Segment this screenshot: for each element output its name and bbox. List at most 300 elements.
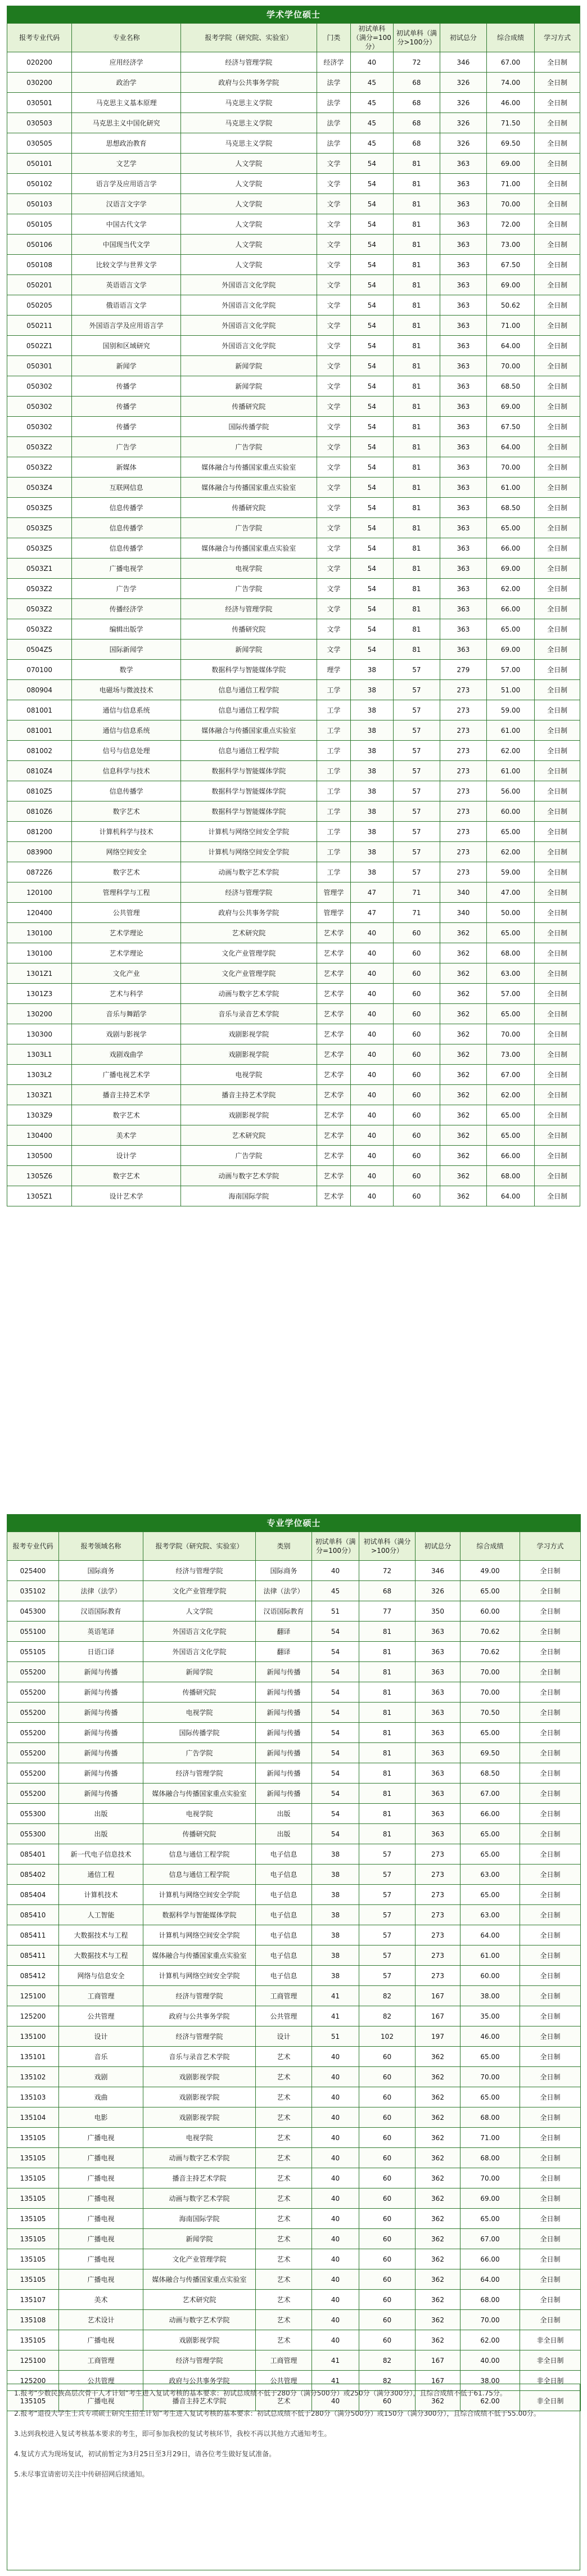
table-row bbox=[7, 1723, 581, 1743]
table-cell: 38.00 bbox=[460, 2371, 520, 2391]
table-cell: 66.00 bbox=[460, 1804, 520, 1824]
table-cell: 125200 bbox=[7, 2371, 59, 2391]
table-cell: 文学 bbox=[317, 174, 350, 194]
table-cell: 055200 bbox=[7, 1723, 59, 1743]
table-cell: 0503Z2 bbox=[7, 579, 72, 599]
table-row bbox=[7, 1784, 581, 1804]
table-cell: 艺术 bbox=[256, 2229, 312, 2249]
table-cell: 40 bbox=[350, 1085, 393, 1105]
table-cell: 全日制 bbox=[520, 2249, 581, 2269]
table-cell: 65.00 bbox=[460, 1723, 520, 1743]
table-cell: 130400 bbox=[7, 1125, 72, 1146]
table-cell: 新闻与传播 bbox=[59, 1743, 143, 1763]
table-cell: 汉语国际教育 bbox=[59, 1601, 143, 1622]
table-cell: 语言学及应用语言学 bbox=[72, 174, 181, 194]
table-cell: 电子信息 bbox=[256, 1865, 312, 1885]
table-cell: 电子信息 bbox=[256, 1905, 312, 1925]
table-cell: 57 bbox=[359, 1925, 416, 1945]
table-cell: 362 bbox=[440, 1166, 486, 1186]
table-cell: 信息与通信工程学院 bbox=[180, 680, 317, 700]
table-cell: 362 bbox=[416, 2188, 460, 2209]
table-cell: 54 bbox=[350, 579, 393, 599]
table-cell: 艺术 bbox=[256, 2107, 312, 2128]
table-cell: 51.00 bbox=[486, 680, 534, 700]
table-cell: 080904 bbox=[7, 680, 72, 700]
table-cell: 全日制 bbox=[520, 1824, 581, 1844]
table-cell: 363 bbox=[440, 235, 486, 255]
column-header: 报考领域名称 bbox=[59, 1532, 143, 1561]
table-cell: 新闻与传播 bbox=[59, 1682, 143, 1703]
table-cell: 工学 bbox=[317, 822, 350, 842]
table-cell: 69.00 bbox=[486, 275, 534, 295]
table-cell: 政府与公共事务学院 bbox=[143, 2371, 256, 2391]
table-cell: 81 bbox=[393, 619, 440, 640]
table-row bbox=[7, 356, 580, 376]
table-cell: 60.00 bbox=[486, 801, 534, 822]
table-row bbox=[7, 2350, 581, 2371]
table-row bbox=[7, 1125, 580, 1146]
table-cell: 电子信息 bbox=[256, 1885, 312, 1905]
table-cell: 81 bbox=[393, 417, 440, 437]
table-cell: 电视学院 bbox=[143, 1703, 256, 1723]
table-cell: 273 bbox=[416, 1945, 460, 1966]
table-row bbox=[7, 154, 580, 174]
table-cell: 085412 bbox=[7, 1966, 59, 1986]
table-cell: 362 bbox=[440, 1125, 486, 1146]
table-cell: 81 bbox=[393, 478, 440, 498]
table-cell: 81 bbox=[393, 599, 440, 619]
table-cell: 全日制 bbox=[535, 640, 580, 660]
table-cell: 工学 bbox=[317, 761, 350, 781]
table-cell: 81 bbox=[393, 154, 440, 174]
table-cell: 电磁场与微波技术 bbox=[72, 680, 181, 700]
table-cell: 人文学院 bbox=[180, 214, 317, 235]
table-cell: 全日制 bbox=[535, 822, 580, 842]
table-cell: 363 bbox=[440, 316, 486, 336]
table-cell: 新闻与传播 bbox=[256, 1723, 312, 1743]
table-row bbox=[7, 336, 580, 356]
table-cell: 38 bbox=[350, 741, 393, 761]
table-cell: 艺术学 bbox=[317, 984, 350, 1004]
table-cell: 工学 bbox=[317, 720, 350, 741]
table-cell: 1301Z3 bbox=[7, 984, 72, 1004]
table-cell: 1303Z1 bbox=[7, 1085, 72, 1105]
table-cell: 全日制 bbox=[520, 2229, 581, 2249]
table-cell: 46.00 bbox=[486, 93, 534, 113]
table-cell: 54 bbox=[312, 1804, 359, 1824]
table-row bbox=[7, 538, 580, 559]
table-cell: 135105 bbox=[7, 2229, 59, 2249]
table-cell: 互联网信息 bbox=[72, 478, 181, 498]
table-cell: 全日制 bbox=[535, 903, 580, 923]
table-cell: 362 bbox=[416, 2209, 460, 2229]
table-cell: 外国语言文化学院 bbox=[143, 1622, 256, 1642]
table-cell: 60 bbox=[359, 2067, 416, 2087]
table-cell: 汉语国际教育 bbox=[256, 1601, 312, 1622]
table-cell: 081002 bbox=[7, 741, 72, 761]
table-cell: 文学 bbox=[317, 356, 350, 376]
table-cell: 全日制 bbox=[520, 2006, 581, 2026]
table-cell: 艺术学 bbox=[317, 1146, 350, 1166]
table-cell: 戏剧影视学院 bbox=[180, 1024, 317, 1044]
table-row bbox=[7, 93, 580, 113]
table-row bbox=[7, 1024, 580, 1044]
table-row bbox=[7, 660, 580, 680]
table-cell: 0504Z5 bbox=[7, 640, 72, 660]
table-cell: 81 bbox=[393, 538, 440, 559]
table-cell: 51 bbox=[312, 2026, 359, 2047]
table-cell: 全日制 bbox=[520, 1784, 581, 1804]
table-cell: 40 bbox=[312, 2269, 359, 2290]
table-cell: 54 bbox=[350, 336, 393, 356]
table-cell: 计算机与网络空间安全学院 bbox=[180, 842, 317, 862]
table-cell: 全日制 bbox=[520, 1885, 581, 1905]
table-cell: 54 bbox=[350, 214, 393, 235]
table-cell: 40 bbox=[312, 2310, 359, 2330]
table-cell: 47.00 bbox=[486, 882, 534, 903]
table-cell: 工商管理 bbox=[59, 2350, 143, 2371]
table-cell: 1303Z9 bbox=[7, 1105, 72, 1125]
table-cell: 40 bbox=[350, 1146, 393, 1166]
table-cell: 54 bbox=[312, 1784, 359, 1804]
table-cell: 传播研究院 bbox=[143, 1682, 256, 1703]
table-cell: 艺术学 bbox=[317, 1004, 350, 1024]
table-cell: 大数据技术与工程 bbox=[59, 1945, 143, 1966]
table-cell: 69.00 bbox=[486, 397, 534, 417]
table-cell: 055200 bbox=[7, 1763, 59, 1784]
table-cell: 全日制 bbox=[535, 1166, 580, 1186]
table-cell: 新闻与传播 bbox=[256, 1682, 312, 1703]
table-cell: 65.00 bbox=[486, 619, 534, 640]
table-cell: 362 bbox=[416, 2087, 460, 2107]
table-cell: 363 bbox=[416, 1784, 460, 1804]
table-cell: 艺术 bbox=[256, 2148, 312, 2168]
table-cell: 全日制 bbox=[535, 93, 580, 113]
table-cell: 167 bbox=[416, 2350, 460, 2371]
table-cell: 全日制 bbox=[520, 2087, 581, 2107]
table-cell: 38 bbox=[350, 720, 393, 741]
table-cell: 030503 bbox=[7, 113, 72, 133]
table-cell: 经济与管理学院 bbox=[143, 1763, 256, 1784]
table-cell: 电子信息 bbox=[256, 1966, 312, 1986]
table-cell: 公共管理 bbox=[72, 903, 181, 923]
table-cell: 全日制 bbox=[520, 1682, 581, 1703]
table-cell: 135105 bbox=[7, 2209, 59, 2229]
table-cell: 055300 bbox=[7, 1824, 59, 1844]
table-cell: 62.00 bbox=[486, 1085, 534, 1105]
table-cell: 全日制 bbox=[520, 2310, 581, 2330]
table-cell: 54 bbox=[350, 235, 393, 255]
table-cell: 54 bbox=[350, 457, 393, 478]
table-row bbox=[7, 2209, 581, 2229]
table-cell: 362 bbox=[440, 1186, 486, 1206]
table-cell: 出版 bbox=[256, 1824, 312, 1844]
table-cell: 40.00 bbox=[460, 2350, 520, 2371]
table-cell: 65.00 bbox=[460, 1885, 520, 1905]
table-cell: 马克思主义基本原理 bbox=[72, 93, 181, 113]
table-cell: 全日制 bbox=[535, 52, 580, 73]
column-header: 初试总分 bbox=[416, 1532, 460, 1561]
table-cell: 60 bbox=[359, 2330, 416, 2350]
table-row bbox=[7, 2249, 581, 2269]
table-cell: 1303L1 bbox=[7, 1044, 72, 1065]
table-cell: 艺术学 bbox=[317, 1044, 350, 1065]
table-cell: 全日制 bbox=[520, 2107, 581, 2128]
table-cell: 362 bbox=[416, 2391, 460, 2411]
table-cell: 传播研究院 bbox=[180, 619, 317, 640]
table-cell: 40 bbox=[350, 1105, 393, 1125]
table-cell: 363 bbox=[416, 1662, 460, 1682]
table-cell: 60 bbox=[359, 2290, 416, 2310]
table-cell: 新闻与传播 bbox=[59, 1662, 143, 1682]
table-cell: 050211 bbox=[7, 316, 72, 336]
table-cell: 41 bbox=[312, 1986, 359, 2006]
table-cell: 60 bbox=[359, 2209, 416, 2229]
table-cell: 出版 bbox=[59, 1824, 143, 1844]
table-row bbox=[7, 2269, 581, 2290]
table-cell: 60 bbox=[359, 2249, 416, 2269]
table-cell: 信息与通信工程学院 bbox=[143, 1844, 256, 1865]
table-row bbox=[7, 923, 580, 943]
table-cell: 45 bbox=[350, 73, 393, 93]
table-cell: 新闻学院 bbox=[180, 640, 317, 660]
table-cell: 70.62 bbox=[460, 1622, 520, 1642]
table-cell: 135102 bbox=[7, 2067, 59, 2087]
table-cell: 全日制 bbox=[535, 680, 580, 700]
table-cell: 文化产业管理学院 bbox=[143, 1581, 256, 1601]
table-cell: 135105 bbox=[7, 2330, 59, 2350]
table-cell: 文学 bbox=[317, 376, 350, 397]
table-cell: 40 bbox=[350, 1044, 393, 1065]
table-cell: 135105 bbox=[7, 2168, 59, 2188]
table-cell: 38 bbox=[350, 660, 393, 680]
table-cell: 81 bbox=[359, 1784, 416, 1804]
table-cell: 65.00 bbox=[460, 1824, 520, 1844]
table-cell: 135105 bbox=[7, 2269, 59, 2290]
table-cell: 新媒体 bbox=[72, 457, 181, 478]
table-row bbox=[7, 741, 580, 761]
table-cell: 法律（法学） bbox=[256, 1581, 312, 1601]
table-cell: 65.00 bbox=[486, 518, 534, 538]
table-cell: 57 bbox=[359, 1844, 416, 1865]
table-cell: 传播学 bbox=[72, 417, 181, 437]
table-cell: 81 bbox=[393, 437, 440, 457]
table-cell: 73.00 bbox=[486, 235, 534, 255]
table-cell: 马克思主义学院 bbox=[180, 93, 317, 113]
table-row bbox=[7, 862, 580, 882]
table-cell: 61.00 bbox=[486, 761, 534, 781]
table-cell: 0503Z5 bbox=[7, 498, 72, 518]
table-cell: 戏剧影视学院 bbox=[143, 2067, 256, 2087]
table-cell: 传播研究院 bbox=[180, 498, 317, 518]
table-cell: 38 bbox=[312, 1885, 359, 1905]
table-cell: 38 bbox=[312, 1844, 359, 1865]
table-row bbox=[7, 235, 580, 255]
column-header: 报考专业代码 bbox=[7, 1532, 59, 1561]
table-row bbox=[7, 801, 580, 822]
table-cell: 363 bbox=[416, 1763, 460, 1784]
table-row bbox=[7, 640, 580, 660]
table-cell: 40 bbox=[350, 52, 393, 73]
table-cell: 62.00 bbox=[460, 2330, 520, 2350]
table-cell: 40 bbox=[312, 2047, 359, 2067]
table-cell: 73.00 bbox=[486, 1044, 534, 1065]
table-cell: 41 bbox=[312, 2371, 359, 2391]
table-row bbox=[7, 2006, 581, 2026]
table-cell: 54 bbox=[350, 599, 393, 619]
table-cell: 64.00 bbox=[460, 1925, 520, 1945]
table-cell: 电子信息 bbox=[256, 1945, 312, 1966]
table-cell: 350 bbox=[416, 1601, 460, 1622]
professional-degree-table bbox=[7, 1514, 581, 2411]
table-cell: 0810Z5 bbox=[7, 781, 72, 801]
table-row bbox=[7, 720, 580, 741]
table-cell: 数字艺术 bbox=[72, 862, 181, 882]
professional-table-body bbox=[7, 1561, 581, 2411]
table-cell: 艺术研究院 bbox=[180, 1125, 317, 1146]
table-cell: 40 bbox=[350, 923, 393, 943]
table-cell: 54 bbox=[350, 538, 393, 559]
table-cell: 54 bbox=[350, 478, 393, 498]
table-cell: 工学 bbox=[317, 801, 350, 822]
column-header: 初试单科（满分=100分） bbox=[350, 24, 393, 52]
table-cell: 055100 bbox=[7, 1622, 59, 1642]
table-cell: 法律（法学） bbox=[59, 1581, 143, 1601]
table-cell: 全日制 bbox=[535, 862, 580, 882]
table-cell: 文学 bbox=[317, 194, 350, 214]
table-cell: 播音主持艺术学院 bbox=[143, 2168, 256, 2188]
table-cell: 326 bbox=[440, 113, 486, 133]
table-row bbox=[7, 1925, 581, 1945]
table-cell: 戏剧影视学院 bbox=[180, 1044, 317, 1065]
table-cell: 54 bbox=[312, 1682, 359, 1703]
table-cell: 38 bbox=[350, 781, 393, 801]
table-cell: 40 bbox=[312, 2209, 359, 2229]
table-cell: 艺术与科学 bbox=[72, 984, 181, 1004]
table-cell: 0503Z5 bbox=[7, 518, 72, 538]
table-cell: 70.62 bbox=[460, 1642, 520, 1662]
table-cell: 40 bbox=[312, 2107, 359, 2128]
table-cell: 38 bbox=[312, 1905, 359, 1925]
table-cell: 66.00 bbox=[486, 1146, 534, 1166]
table-cell: 71.00 bbox=[486, 316, 534, 336]
table-row bbox=[7, 275, 580, 295]
table-cell: 055200 bbox=[7, 1784, 59, 1804]
table-cell: 经济与管理学院 bbox=[143, 1986, 256, 2006]
table-cell: 动画与数字艺术学院 bbox=[143, 2148, 256, 2168]
column-header: 初试单科（满分=100分） bbox=[312, 1532, 359, 1561]
table-cell: 全日制 bbox=[535, 498, 580, 518]
table-row bbox=[7, 1622, 581, 1642]
table-cell: 57 bbox=[359, 1905, 416, 1925]
table-cell: 艺术研究院 bbox=[143, 2290, 256, 2310]
table-cell: 57 bbox=[393, 741, 440, 761]
table-cell: 326 bbox=[440, 133, 486, 154]
table-cell: 050103 bbox=[7, 194, 72, 214]
table-cell: 电视学院 bbox=[143, 2128, 256, 2148]
column-header: 初试总分 bbox=[440, 24, 486, 52]
table-cell: 全日制 bbox=[520, 2026, 581, 2047]
table-cell: 70.00 bbox=[486, 1024, 534, 1044]
table-cell: 60 bbox=[393, 984, 440, 1004]
table-cell: 信息科学与技术 bbox=[72, 761, 181, 781]
note-item: 4.复试方式为现场复试，初试前暂定为3月25日至3月29日，请各位考生做好复试准备。 bbox=[14, 2450, 276, 2458]
table-cell: 电视学院 bbox=[143, 1804, 256, 1824]
table-cell: 363 bbox=[440, 498, 486, 518]
table-cell: 273 bbox=[440, 680, 486, 700]
table-cell: 130100 bbox=[7, 943, 72, 963]
table-cell: 82 bbox=[359, 2006, 416, 2026]
table-cell: 63.00 bbox=[486, 963, 534, 984]
table-cell: 电视学院 bbox=[180, 1065, 317, 1085]
table-cell: 135101 bbox=[7, 2047, 59, 2067]
table-cell: 全日制 bbox=[520, 1561, 581, 1581]
table-row bbox=[7, 1945, 581, 1966]
table-cell: 文学 bbox=[317, 417, 350, 437]
table-cell: 363 bbox=[440, 356, 486, 376]
table-cell: 艺术学 bbox=[317, 1166, 350, 1186]
table-cell: 全日制 bbox=[535, 943, 580, 963]
table-cell: 363 bbox=[416, 1824, 460, 1844]
table-cell: 72 bbox=[359, 1561, 416, 1581]
table-cell: 文学 bbox=[317, 336, 350, 356]
table-cell: 传播研究院 bbox=[143, 1824, 256, 1844]
table-cell: 广告学院 bbox=[180, 579, 317, 599]
table-cell: 135105 bbox=[7, 2128, 59, 2148]
table-cell: 050205 bbox=[7, 295, 72, 316]
table-cell: 57 bbox=[359, 1865, 416, 1885]
table-cell: 273 bbox=[416, 1865, 460, 1885]
table-cell: 81 bbox=[359, 1682, 416, 1703]
table-cell: 69.00 bbox=[486, 640, 534, 660]
table-cell: 363 bbox=[440, 336, 486, 356]
table-cell: 新闻学院 bbox=[180, 376, 317, 397]
table-cell: 020200 bbox=[7, 52, 72, 73]
table-cell: 57 bbox=[393, 761, 440, 781]
table-cell: 64.00 bbox=[486, 437, 534, 457]
table-row bbox=[7, 579, 580, 599]
table-cell: 工商管理 bbox=[256, 2350, 312, 2371]
table-cell: 71.50 bbox=[486, 113, 534, 133]
table-cell: 70.00 bbox=[486, 194, 534, 214]
table-row bbox=[7, 1004, 580, 1024]
table-cell: 62.00 bbox=[460, 2391, 520, 2411]
table-row bbox=[7, 1642, 581, 1662]
table-cell: 新闻与传播 bbox=[256, 1743, 312, 1763]
table-cell: 055200 bbox=[7, 1743, 59, 1763]
table-cell: 国际传播学院 bbox=[143, 1723, 256, 1743]
table-cell: 文学 bbox=[317, 579, 350, 599]
table-cell: 艺术 bbox=[256, 2391, 312, 2411]
table-cell: 全日制 bbox=[535, 1024, 580, 1044]
table-cell: 文学 bbox=[317, 478, 350, 498]
table-cell: 经济与管理学院 bbox=[180, 52, 317, 73]
table-cell: 网络与信息安全 bbox=[59, 1966, 143, 1986]
table-cell: 电影 bbox=[59, 2107, 143, 2128]
table-cell: 130100 bbox=[7, 923, 72, 943]
table-row bbox=[7, 963, 580, 984]
table-cell: 363 bbox=[440, 275, 486, 295]
table-cell: 工学 bbox=[317, 781, 350, 801]
table-cell: 艺术 bbox=[256, 2128, 312, 2148]
table-cell: 135105 bbox=[7, 2391, 59, 2411]
table-cell: 公共管理 bbox=[59, 2006, 143, 2026]
table-row bbox=[7, 822, 580, 842]
table-cell: 54 bbox=[350, 255, 393, 275]
table-cell: 60 bbox=[359, 2391, 416, 2411]
table-cell: 65.00 bbox=[486, 1105, 534, 1125]
table-cell: 汉语言文字学 bbox=[72, 194, 181, 214]
